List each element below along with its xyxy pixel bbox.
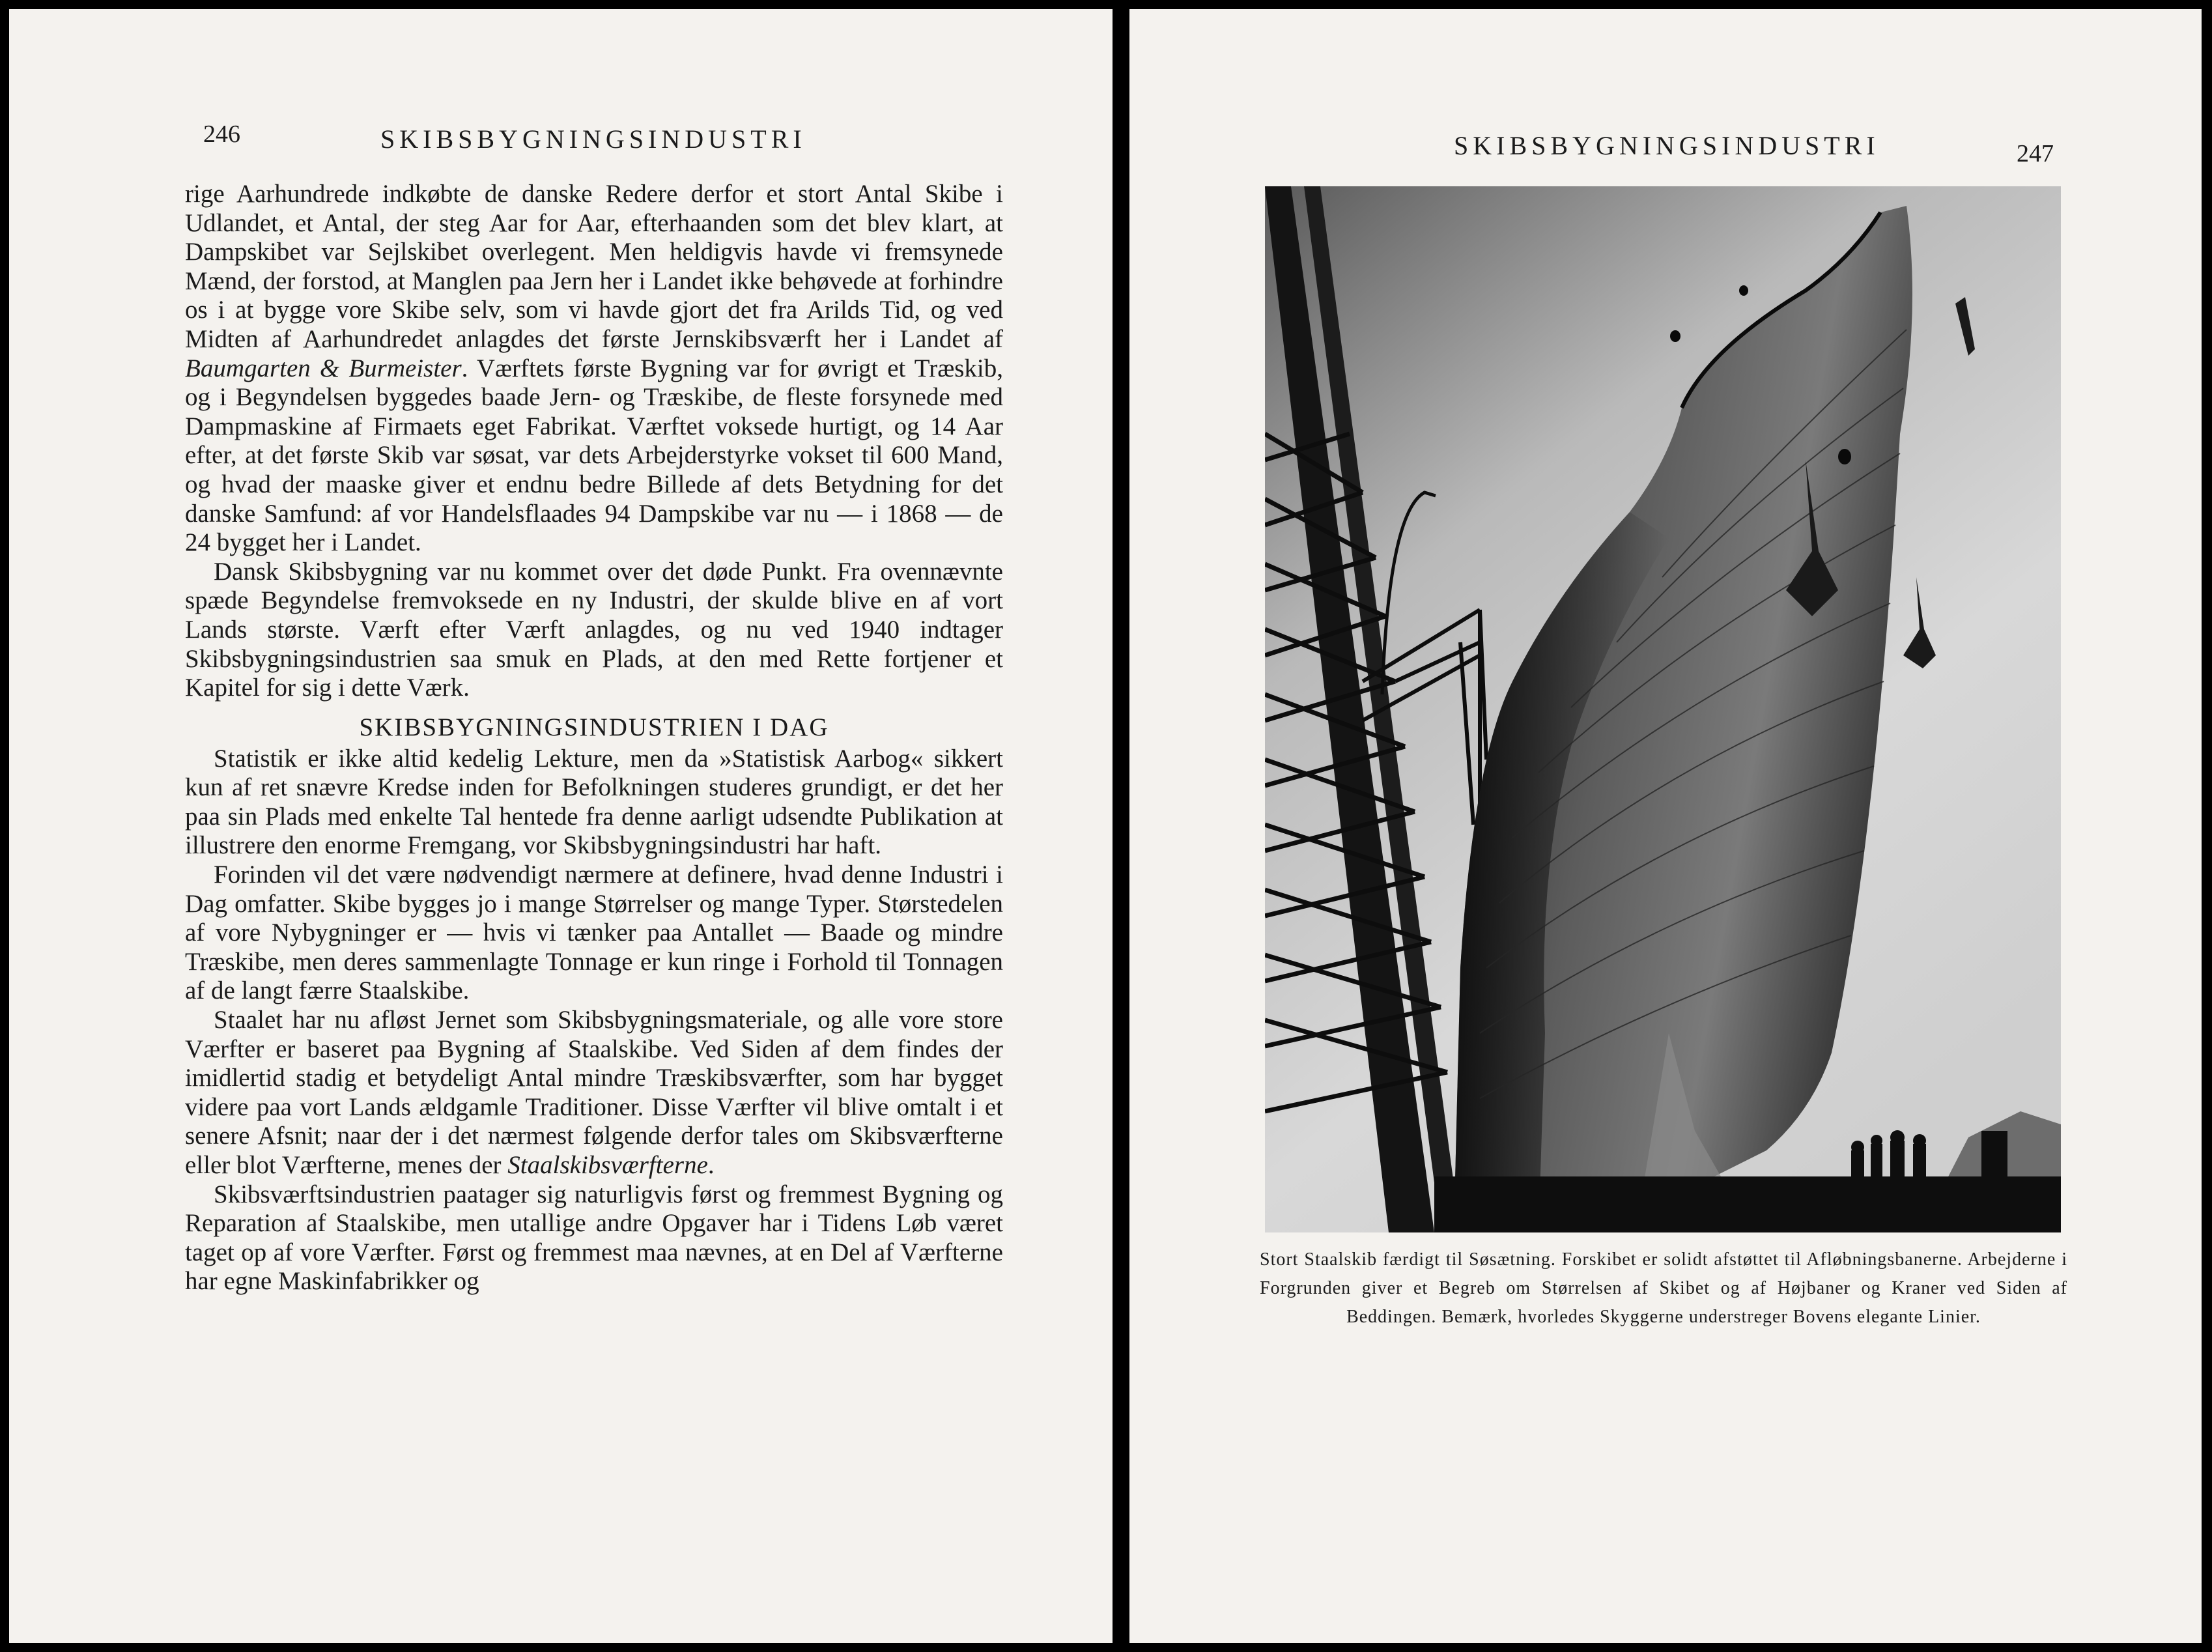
right-page (1129, 9, 2202, 1643)
running-head: SKIBSBYGNINGSINDUSTRI (1454, 131, 1880, 160)
paragraph (185, 558, 1003, 703)
paragraph (185, 180, 1003, 558)
page-number: 247 (2017, 140, 2054, 167)
left-page (9, 9, 1113, 1643)
paragraph (185, 1180, 1003, 1296)
text-run: rige Aarhundrede indkøbte de danske Redere derfor et stort Antal Skibe i Udlandet, et Antal, der steg Aar for Aar, efterhaanden som det blev klart, at Dampskibet var Sejlskibet overlegent. Men heldigvis havde vi fremsynede Mænd, der forstod, at Manglen paa Jern her i Landet ikke behøvede at forhindre os i at bygge vore Skibe selv, som vi havde gjort det fra Arilds Tid, og ved Midten af Aarhundredet anlagdes det første Jernskibsværft her i Landet af (185, 180, 1003, 353)
italic-term: Staalskibsværfterne (507, 1151, 708, 1179)
running-head: SKIBSBYGNINGSINDUSTRI (380, 124, 806, 154)
ship-photo (1265, 186, 2061, 1232)
page-number: 246 (203, 121, 240, 148)
section-heading: SKIBSBYGNINGSINDUSTRIEN I DAG (359, 713, 829, 741)
text-run: Statistik er ikke altid kedelig Lekture, men da »Statistisk Aarbog« sikkert kun af ret snævre Kredse inden for Befolkningen studeres grundigt, er det her paa sin Plads med enkelte Tal hentede fra denne aarligt udsendte Publikation at illustrere den enorme Fremgang, vor Skibsbygningsindustri har haft. (185, 744, 1003, 860)
text-run: Dansk Skibsbygning var nu kommet over det døde Punkt. Fra ovennævnte spæde Begyndelse fremvoksede en ny Industri, der skulde blive en af vort Lands største. Værft efter Værft anlagdes, og nu ved 1940 indtager Skibsbygningsindustrien saa smuk en Plads, at den med Rette fortjener et Kapitel for sig i dette Værk. (185, 557, 1003, 702)
paragraph (185, 1006, 1003, 1180)
photo-caption: Stort Staalskib færdigt til Søsætning. Forskibet er solidt afstøttet til Afløbningsbanerne. Arbejderne i Forgrunden giver et Begreb om Størrelsen af Skibet og af Højbaner og Kraner ved Siden af Beddingen. Bemærk, hvorledes Skyggerne understreger Bovens elegante Linier. (1260, 1249, 2067, 1327)
paragraph (185, 861, 1003, 1006)
italic-firm-name: Baumgarten & Burmeister (185, 354, 462, 382)
body-text (185, 180, 1003, 1296)
text-run: Staalet har nu afløst Jernet som Skibsbygningsmateriale, og alle vore store Værfter er baseret paa Bygning af Staalskibe. Ved Siden af dem findes der imidlertid stadig et betydeligt Antal mindre Træskibsværfter, som har bygget videre paa vort Lands ældgamle Traditioner. Disse Værfter vil blive omtalt i et senere Afsnit; naar der i det nærmest følgende derfor tales om Skibsværfterne eller blot Værfterne, menes der (185, 1006, 1003, 1179)
text-run: Skibsværftsindustrien paatager sig naturligvis først og fremmest Bygning og Reparation af Staalskibe, men utallige andre Opgaver har i Tidens Løb været taget op af vore Værfter. Først og fremmest maa nævnes, at en Del af Værfterne har egne Maskinfabrikker og (185, 1180, 1003, 1296)
text-run: . (707, 1151, 715, 1179)
paragraph (185, 745, 1003, 861)
text-run: Forinden vil det være nødvendigt nærmere at definere, hvad denne Industri i Dag omfatter. Skibe bygges jo i mange Størrelser og mange Typer. Størstedelen af vore Nybygninger er — hvis vi tænker paa Antallet — Baade og mindre Træskibe, men deres sammenlagte Tonnage er kun ringe i Forhold til Tonnagen af de langt færre Staalskibe. (185, 861, 1003, 1005)
text-run: . Værftets første Bygning var for øvrigt et Træskib, og i Begyndelsen byggedes baade Jern- og Træskibe, de fleste forsynede med Dampmaskine af Firmaets eget Fabrikat. Værftet voksede hurtigt, og 14 Aar efter, at det første Skib var søsat, var dets Arbejderstyrke vokset til 600 Mand, og hvad der maaske giver et endnu bedre Billede af dets Betydning for det danske Samfund: af vor Handelsflaades 94 Dampskibe var nu — i 1868 — de 24 bygget her i Landet. (185, 354, 1003, 557)
